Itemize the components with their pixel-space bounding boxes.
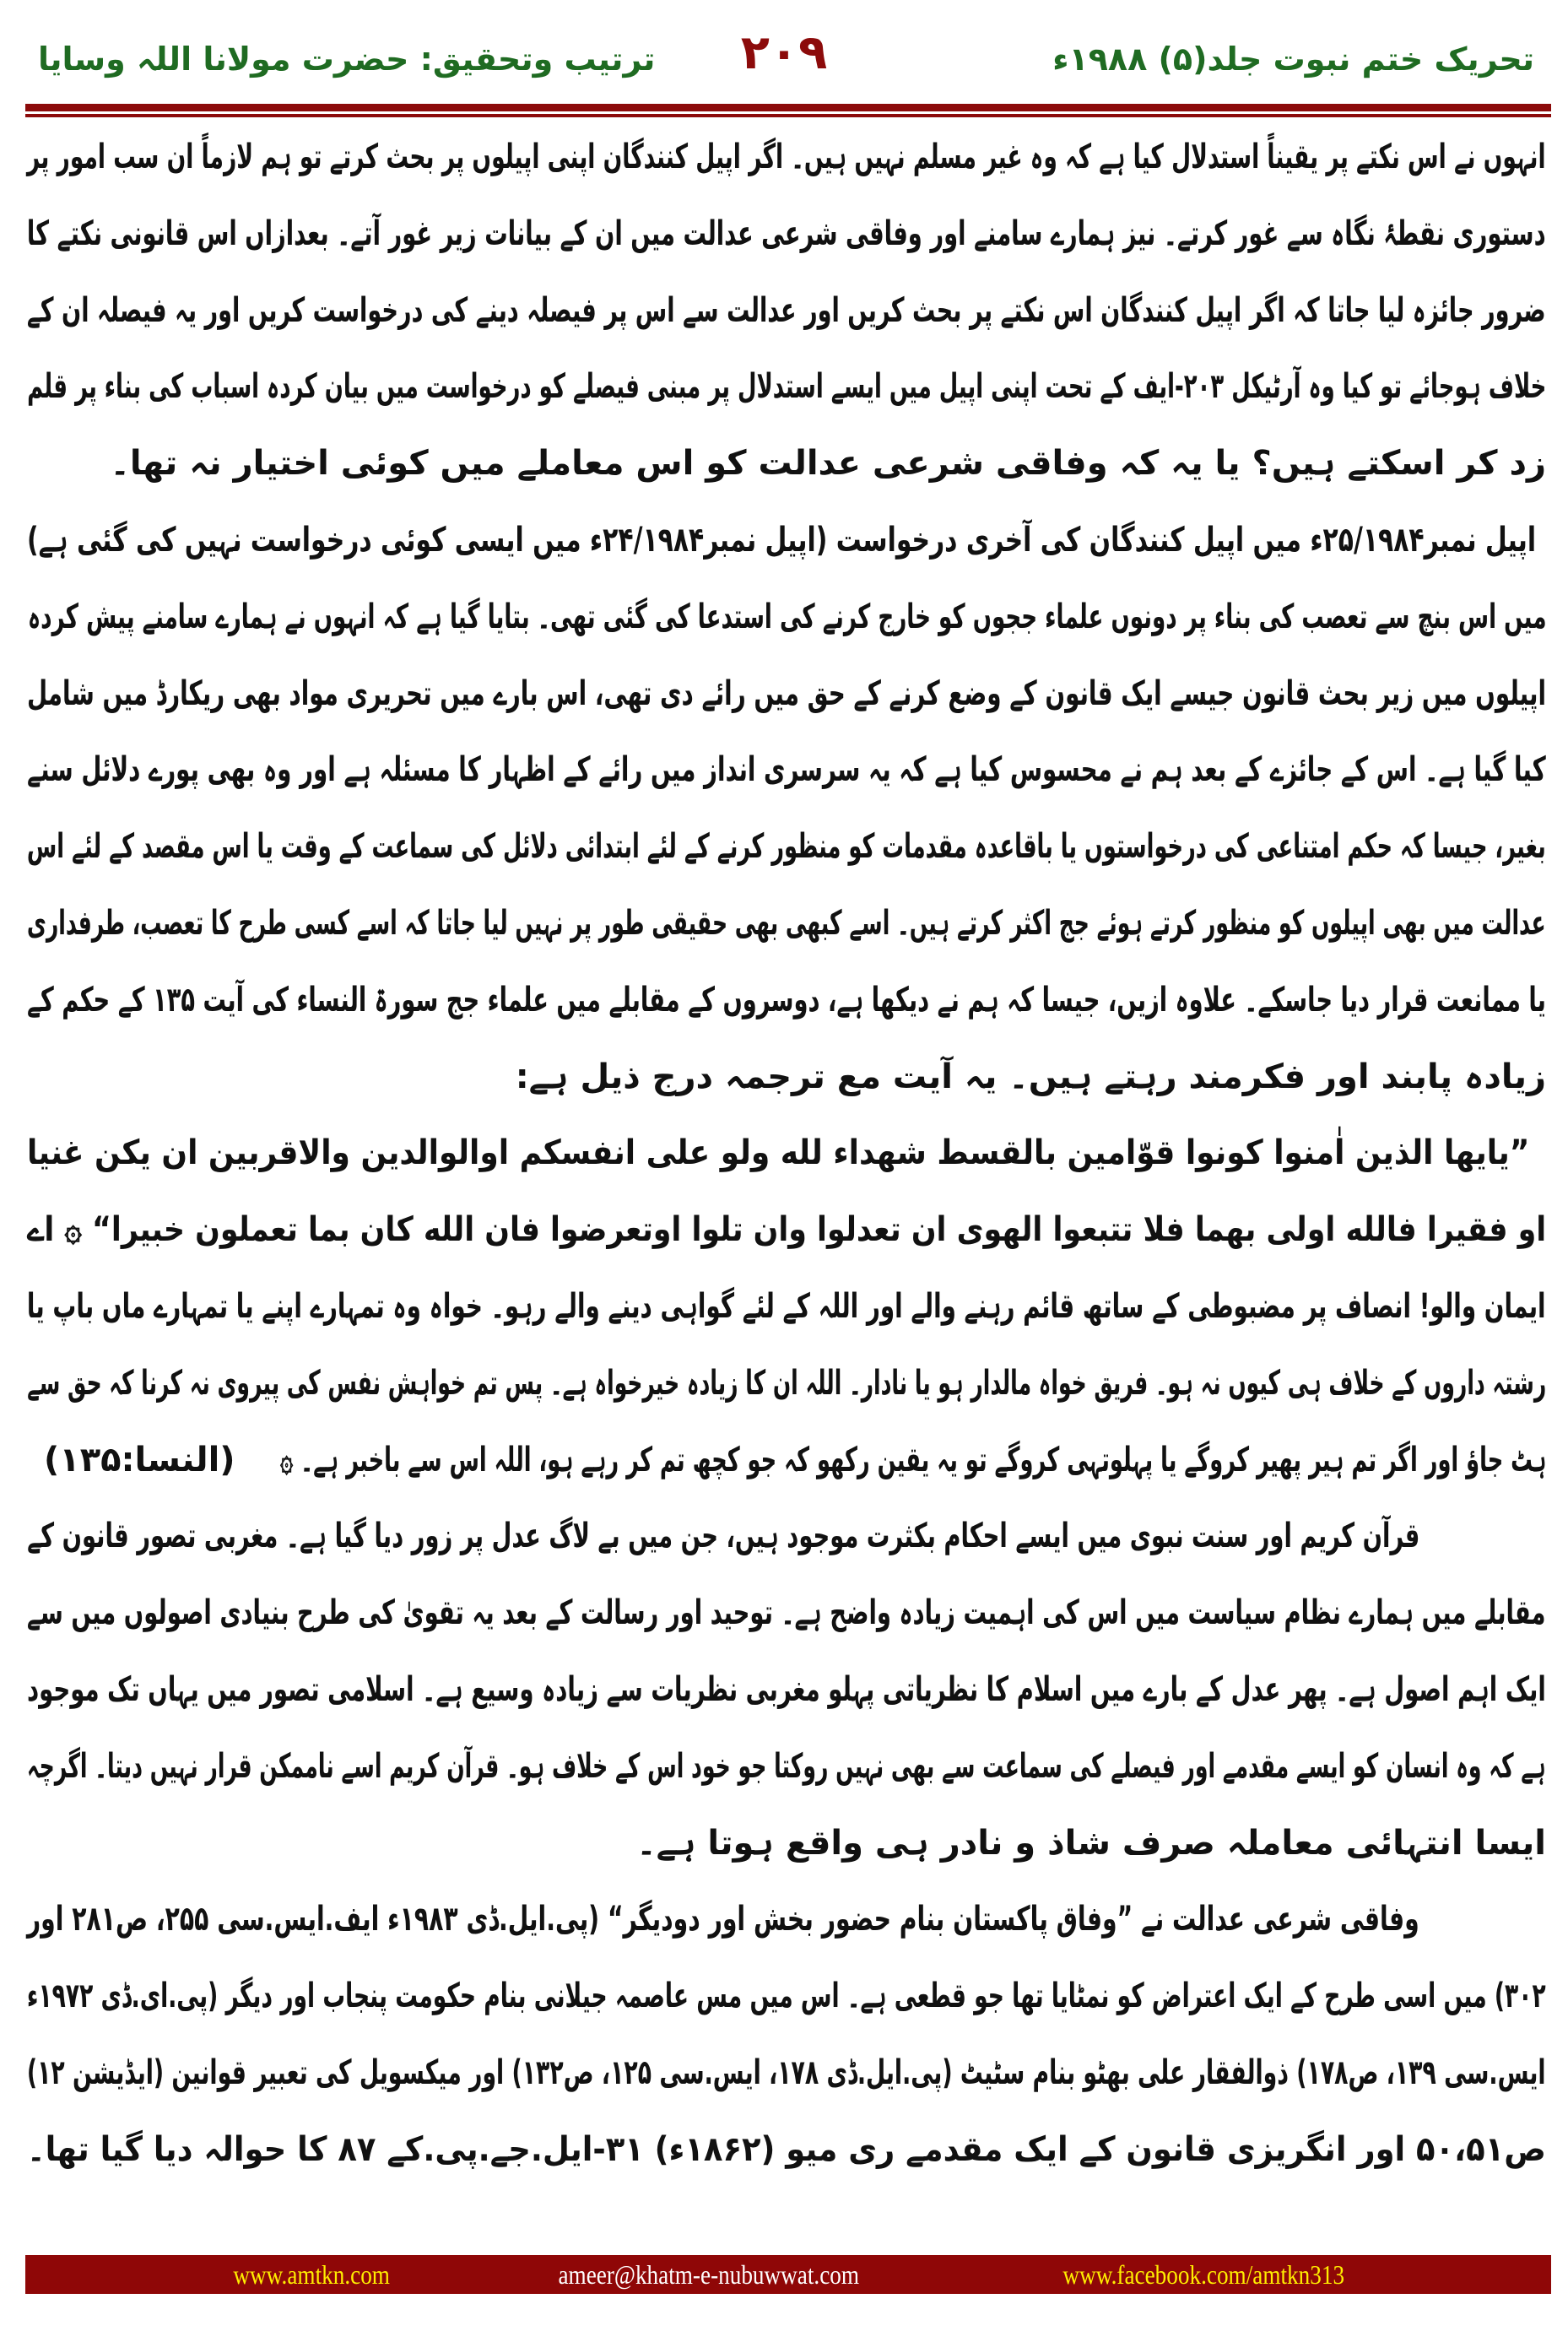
footer-email-link[interactable]: ameer@khatm-e-nubuwwat.com [558,2259,860,2290]
text-line [27,349,1546,425]
text-line [27,273,1546,349]
text-line-content: بغیر، جیسا کہ حکم امتناعی کی درخواستوں یا باقاعدہ مقدمات کو منظور کرنے کے لئے ابتدائی دلائل کی سماعت کے وقت یا اس مقصد کے لئے اس [27,827,1546,867]
text-line [27,1345,1546,1421]
text-line [27,1805,1546,1881]
text-line-content: خلاف ہوجائے تو کیا وہ آرٹیکل ۲۰۳-ایف کے تحت اپنی اپیل میں ایسے استدلال پر مبنی فیصلے کو درخواست میں بیان کردہ اسباب کی بناء پر قلم [26,367,1546,407]
text-line-content: کیا گیا ہے۔ اس کے جائزے کے بعد ہم نے محسوس کیا ہے کہ یہ سرسری انداز میں رائے کے اظہار کا مسئلہ ہے اور وہ بھی پورے دلائل سنے [27,750,1546,790]
text-line [27,2035,1546,2111]
text-line [27,656,1546,732]
text-line [27,579,1546,655]
text-line-content: میں اس بنچ سے تعصب کی بناء پر دونوں علماء ججوں کو خارج کرنے کی استدعا کی گئی تھی۔ بتایا گیا ہے کہ انہوں نے ہمارے سامنے پیش کردہ [27,597,1546,636]
book-title: تحریک ختم نبوت جلد(۵) ۱۹۸۸ء [1052,41,1534,78]
text-line [27,502,1546,578]
text-line [27,1958,1546,2034]
text-line [27,1728,1546,1804]
text-line-content: زد کر اسکتے ہیں؟ یا یہ کہ وفاقی شرعی عدالت کو اس معاملے میں کوئی اختیار نہ تھا۔ [110,444,1546,484]
text-line-content: رشتہ داروں کے خلاف ہی کیوں نہ ہو۔ فریق خواہ مالدار ہو یا نادار۔ اللہ ان کا زیادہ خیرخواہ ہے۔ پس تم خواہش نفس کی پیروی نہ کرنا کہ حق سے [26,1363,1546,1403]
text-line-content: یا ممانعت قرار دیا جاسکے۔ علاوہ ازیں، جیسا کہ ہم نے دیکھا ہے، دوسروں کے مقابلے میں علماء جج سورۃ النساء کی آیت ۱۳۵ کے حکم کے [27,980,1546,1020]
text-line-content: ایمان والو! انصاف پر مضبوطی کے ساتھ قائم رہنے والے اور اللہ کے لئے گواہی دینے والے رہو۔ خواہ وہ تمہارے اپنے یا تمہارے ماں باپ یا [27,1287,1546,1326]
text-line-content: او فقیرا فالله اولی بهما فلا تتبعوا الهوی ان تعدلوا وان تلوا اوتعرضوا فان الله کان بما تعملون خبیرا“ ۞ اے [26,1210,1546,1250]
text-line-content: ایس.سی ۱۳۹، ص۱۷۸) ذوالفقار علی بھٹو بنام سٹیٹ (پی.ایل.ڈی ۱۷۸، ایس.سی ۱۲۵، ص۱۳۲) اور میکسویل کی تعبیر قوانین (ایڈیشن ۱۲) [27,2053,1546,2092]
text-line-content: ”یایها الذین اٰمنوا کونوا قوّامین بالقسط شهداء لله ولو علی انفسکم اوالوالدین والاقربین ان یکن غنیا [26,1133,1529,1173]
text-line [27,425,1546,501]
compiler-credit: ترتیب وتحقیق: حضرت مولانا اللہ وسایا [38,41,656,78]
text-line [27,809,1546,884]
text-line-content: ہٹ جاؤ اور اگر تم ہیر پھیر کروگے یا پہلوتہی کروگے تو یہ یقین رکھو کہ جو کچھ تم کر رہے ہو، اللہ اس سے باخبر ہے۔ ۞ [279,1440,1546,1479]
text-line-content: ص۵۰،۵۱ اور انگریزی قانون کے ایک مقدمے ری میو (۱۸۶۲ء) ۳۱-ایل.جے.پی.کے ۸۷ کا حوالہ دیا گیا تھا۔ [27,2129,1546,2169]
text-line [27,196,1546,272]
footer-facebook-link[interactable]: www.facebook.com/amtkn313 [1062,2259,1345,2290]
text-line-content: اپیل نمبر۲۵/۱۹۸۴ء میں اپیل کنندگان کی آخری درخواست (اپیل نمبر۲۴/۱۹۸۴ء میں ایسی کوئی درخواست نہیں کی گئی ہے) [26,521,1536,560]
text-line [27,1652,1546,1728]
text-line [27,1268,1546,1344]
text-line-content: ایسا انتہائی معاملہ صرف شاذ و نادر ہی واقع ہوتا ہے۔ [636,1823,1546,1863]
verse-reference: (النسا:۱۳۵) [44,1440,235,1479]
text-line-content: ۳۰۲) میں اسی طرح کے ایک اعتراض کو نمٹایا تھا جو قطعی ہے۔ اس میں مس عاصمہ جیلانی بنام حکومت پنجاب اور دیگر (پی.ای.ڈی ۱۹۷۲ء [27,1977,1546,2016]
text-line [27,962,1546,1038]
text-line [27,119,1546,195]
text-line-content: اپیلوں میں زیر بحث قانون جیسے ایک قانون کے وضع کرنے کے حق میں رائے دی تھی، اس بارے میں تحریری مواد بھی ریکارڈ میں شامل [27,673,1546,713]
text-line-content: دستوری نقطۂ نگاہ سے غور کرتے۔ نیز ہمارے سامنے اور وفاقی شرعی عدالت میں ان کے بیانات زیر غور آتے۔ بعدازاں اس قانونی نکتے کا [27,214,1546,253]
text-line [27,1422,1546,1498]
quran-verse-line [27,1192,1546,1268]
text-line [27,885,1546,961]
text-line [27,1881,1546,1957]
text-line-content: انہوں نے اس نکتے پر یقیناً استدلال کیا ہے کہ وہ غیر مسلم نہیں ہیں۔ اگر اپیل کنندگان اپنی اپیلوں پر بحث کرتے تو ہم لازماً ان سب امور پر [27,138,1546,176]
text-line-content: ایک اہم اصول ہے۔ پھر عدل کے بارے میں اسلام کا نظریاتی پہلو مغربی نظریات سے زیادہ وسیع ہے۔ اسلامی تصور میں یہاں تک موجود [27,1670,1546,1709]
text-line-content: عدالت میں بھی اپیلوں کو منظور کرتے ہوئے جج اکثر کرتے ہیں۔ اسے کبھی بھی حقیقی طور پر نہیں لیا جاتا کہ اسے کسی طرح کا تعصب، طرفداری [27,904,1546,943]
text-line-content: زیادہ پابند اور فکرمند رہتے ہیں۔ یہ آیت مع ترجمہ درج ذیل ہے: [515,1057,1546,1096]
text-line [27,2112,1546,2188]
text-line [27,1498,1546,1574]
text-line-content: ضرور جائزہ لیا جاتا کہ اگر اپیل کنندگان اس نکتے پر بحث کریں اور عدالت سے اس پر فیصلہ دینے کی درخواست کریں اور یہ فیصلہ ان کے [27,290,1546,330]
text-line [27,1575,1546,1651]
text-line-content: ہے کہ وہ انسان کو ایسے مقدمے اور فیصلے کی سماعت سے بھی نہیں روکتا جو خود اس کے خلاف ہو۔ قرآن کریم اسے ناممکن قرار نہیں دیتا۔ اگرچہ [27,1746,1546,1786]
page-number: ۲۰۹ [740,25,828,80]
header-rule-thin [25,114,1551,117]
text-line-content: قرآن کریم اور سنت نبوی میں ایسے احکام بکثرت موجود ہیں، جن میں بے لاگ عدل پر زور دیا گیا ہے۔ مغربی تصور قانون کے [26,1517,1419,1556]
text-line [27,732,1546,808]
quran-verse-line [27,1115,1546,1191]
text-line [27,1039,1546,1115]
text-line-content: مقابلے میں ہمارے نظام سیاست میں اس کی اہمیت زیادہ واضح ہے۔ توحید اور رسالت کے بعد یہ تقویٰ کی طرح بنیادی اصولوں میں سے [27,1593,1546,1633]
footer-bar [25,2255,1551,2294]
footer-website-link[interactable]: www.amtkn.com [233,2259,390,2290]
header-rule-thick [25,104,1551,111]
text-line-content: وفاقی شرعی عدالت نے ”وفاق پاکستان بنام حضور بخش اور دودیگر“ (پی.ایل.ڈی ۱۹۸۳ء ایف.ایس.سی ۲۵۵، ص۲۸۱ اور [27,1900,1419,1939]
